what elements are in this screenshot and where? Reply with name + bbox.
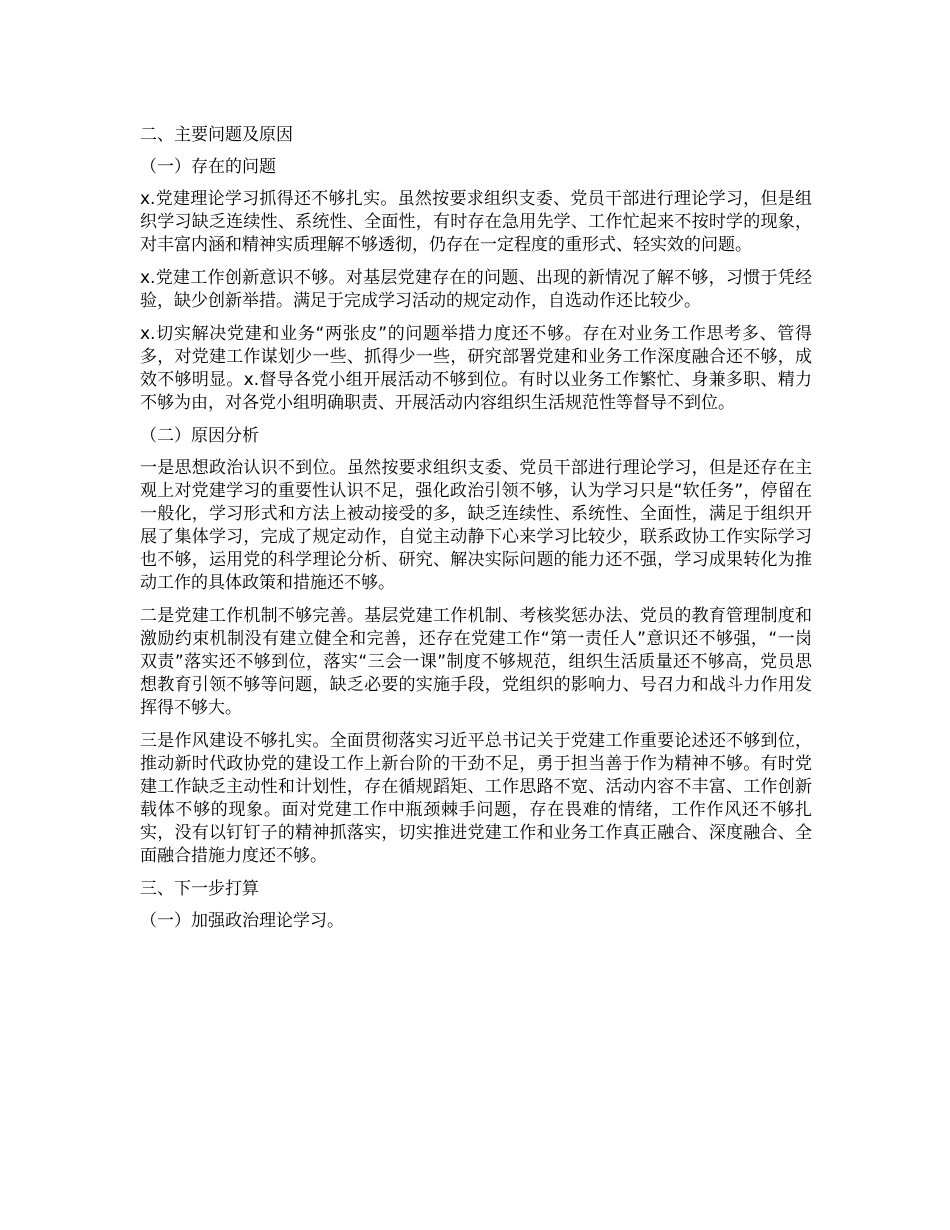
section-heading-next-steps: 三、下一步打算: [140, 879, 259, 899]
paragraph-cause-2: 二是党建工作机制不够完善。基层党建工作机制、考核奖惩办法、党员的教育管理制度和激励约束机制没有建立健全和完善，还存在党建工作“第一责任人”意识还不够强，“一岗双责”落实还不够到位，落实“三会一课”制度不够规范，组织生活质量还不够高，党员思想教育引领不够等问题，缺乏必要的实施手段，党组织的影响力、号召力和战斗力作用发挥得不够大。: [140, 606, 812, 718]
subsection-heading-cause-analysis: （二）原因分析: [140, 426, 259, 446]
paragraph-problem-2: x.党建工作创新意识不够。对基层党建存在的问题、出现的新情况了解不够，习惯于凭经验，缺少创新举措。满足于完成学习活动的规定动作，自选动作还比较少。: [140, 268, 812, 311]
subsection-heading-existing-problems: （一）存在的问题: [140, 157, 276, 177]
document-page: [140, 124, 812, 942]
paragraph-problem-1: x.党建理论学习抓得还不够扎实。虽然按要求组织支委、党员干部进行理论学习，但是组织学习缺乏连续性、系统性、全面性，有时存在急用先学、工作忙起来不按时学的现象，对丰富内涵和精神实质理解不够透彻，仍存在一定程度的重形式、轻实效的问题。: [140, 189, 812, 255]
paragraph-cause-1: 一是思想政治认识不到位。虽然按要求组织支委、党员干部进行理论学习，但是还存在主观上对党建学习的重要性认识不足，强化政治引领不够，认为学习只是“软任务”，停留在一般化，学习形式和方法上被动接受的多，缺乏连续性、系统性、全面性，满足于组织开展了集体学习，完成了规定动作，自觉主动静下心来学习比较少，联系政协工作实际学习也不够，运用党的科学理论分析、研究、解决实际问题的能力还不强，学习成果转化为推动工作的具体政策和措施还不够。: [140, 458, 812, 593]
section-heading-main-problems: 二、主要问题及原因: [140, 125, 293, 145]
paragraph-problem-3: x.切实解决党建和业务“两张皮”的问题举措力度还不够。存在对业务工作思考多、管得多，对党建工作谋划少一些、抓得少一些，研究部署党建和业务工作深度融合还不够，成效不够明显。x.督导各党小组开展活动不够到位。有时以业务工作繁忙、身兼多职、精力不够为由，对各党小组明确职责、开展活动内容组织生活规范性等督导不到位。: [140, 324, 812, 413]
paragraph-cause-3: 三是作风建设不够扎实。全面贯彻落实习近平总书记关于党建工作重要论述还不够到位，推动新时代政协党的建设工作上新台阶的干劲不足，勇于担当善于作为精神不够。有时党建工作缺乏主动性和计划性，存在循规蹈矩、工作思路不宽、活动内容不丰富、工作创新载体不够的现象。面对党建工作中瓶颈棘手问题，存在畏难的情绪，工作作风还不够扎实，没有以钉钉子的精神抓落实，切实推进党建工作和业务工作真正融合、深度融合、全面融合措施力度还不够。: [140, 731, 812, 866]
subsection-heading-political-study: （一）加强政治理论学习。: [140, 911, 344, 931]
